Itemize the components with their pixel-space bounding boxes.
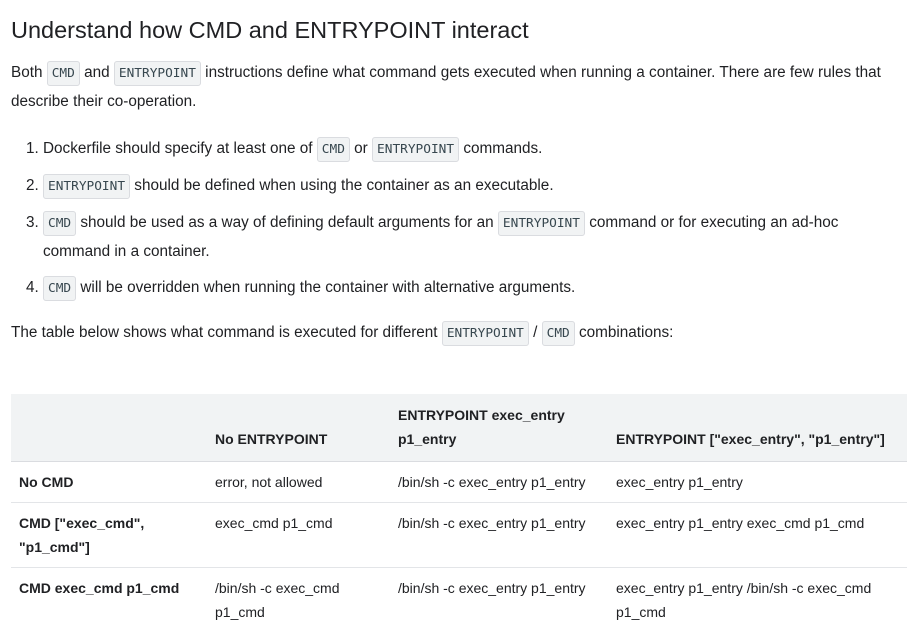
intro-text: Both xyxy=(11,64,47,81)
table-row xyxy=(11,462,907,503)
table-cell: exec_entry p1_entry xyxy=(608,462,907,503)
intro-paragraph xyxy=(11,59,906,116)
code-entrypoint: ENTRYPOINT xyxy=(498,211,585,236)
row-header-cell: CMD exec_cmd p1_cmd xyxy=(11,568,207,633)
rule-text: should be defined when using the container as an executable. xyxy=(130,177,554,194)
rule-text: command or for executing an ad-hoc command in a container. xyxy=(43,214,839,260)
table-row xyxy=(11,568,907,633)
code-cmd: CMD xyxy=(47,61,80,86)
table-body xyxy=(11,462,907,633)
rule-text: or xyxy=(349,140,373,157)
header-cell-no-entrypoint: No ENTRYPOINT xyxy=(215,431,328,447)
header-cell-entrypoint-exec: ENTRYPOINT ["exec_entry", "p1_entry"] xyxy=(616,431,885,447)
rules-list xyxy=(11,135,906,303)
code-cmd: CMD xyxy=(317,137,350,162)
rule-text: Dockerfile should specify at least one of xyxy=(43,140,317,157)
row-header-cell: CMD ["exec_cmd", "p1_cmd"] xyxy=(11,503,207,568)
rule-text: will be overridden when running the container with alternative arguments. xyxy=(76,279,576,296)
code-entrypoint: ENTRYPOINT xyxy=(442,321,529,346)
rule-item xyxy=(43,209,906,266)
section-heading: Understand how CMD and ENTRYPOINT interact xyxy=(11,17,529,43)
table-header xyxy=(11,394,907,462)
table-cell: /bin/sh -c exec_entry p1_entry xyxy=(390,568,608,633)
table-cell: exec_entry p1_entry exec_cmd p1_cmd xyxy=(608,503,907,568)
code-entrypoint: ENTRYPOINT xyxy=(43,174,130,199)
rule-text: should be used as a way of defining default arguments for an xyxy=(76,214,498,231)
row-header-cell: No CMD xyxy=(11,462,207,503)
intro-text: instructions define what command gets executed when running a container. There are few rules that describe their co-operation. xyxy=(11,64,881,110)
code-entrypoint: ENTRYPOINT xyxy=(114,61,201,86)
code-cmd: CMD xyxy=(43,211,76,236)
table-header-row xyxy=(11,394,907,462)
rule-item xyxy=(43,172,906,201)
table-intro-text: combinations: xyxy=(574,324,674,341)
table-cell: exec_cmd p1_cmd xyxy=(207,503,390,568)
table-cell: /bin/sh -c exec_entry p1_entry xyxy=(390,503,608,568)
table-cell: exec_entry p1_entry /bin/sh -c exec_cmd p1_cmd xyxy=(608,568,907,633)
slash-separator: / xyxy=(528,324,542,341)
intro-text: and xyxy=(79,64,114,81)
header-cell-entrypoint-shell: ENTRYPOINT exec_entry p1_entry xyxy=(398,407,565,447)
table-intro-text: The table below shows what command is executed for different xyxy=(11,324,442,341)
code-cmd: CMD xyxy=(542,321,575,346)
table-cell: error, not allowed xyxy=(207,462,390,503)
table-row xyxy=(11,503,907,568)
header-cell-empty xyxy=(11,394,207,462)
table-intro-paragraph xyxy=(11,319,906,348)
table-cell: /bin/sh -c exec_cmd p1_cmd xyxy=(207,568,390,633)
code-cmd: CMD xyxy=(43,276,76,301)
cmd-entrypoint-table xyxy=(11,394,907,632)
rule-item xyxy=(43,274,906,303)
code-entrypoint: ENTRYPOINT xyxy=(372,137,459,162)
table-cell: /bin/sh -c exec_entry p1_entry xyxy=(390,462,608,503)
rule-text: commands. xyxy=(459,140,543,157)
rule-item xyxy=(43,135,906,164)
